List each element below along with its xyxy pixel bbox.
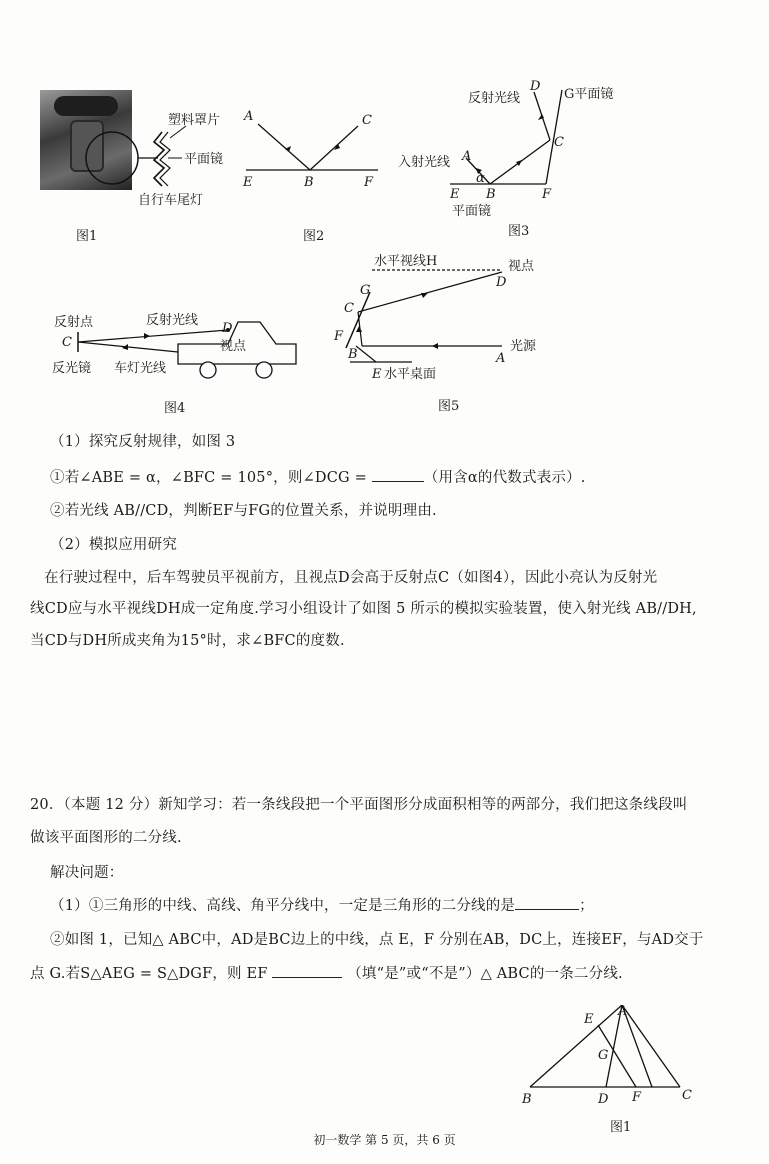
q20-point-G: G: [598, 1048, 609, 1063]
fig4-label-reflector: 反光镜: [52, 361, 92, 376]
q20-point-A: A: [618, 1005, 628, 1019]
zoom-circle: [86, 132, 138, 184]
q20-line5: ②如图 1，已知△ ABC中，AD是BC边上的中线，点 E，F 分别在AB，DC上，连接EF，与AD交于: [50, 932, 704, 948]
q20-line3: 解决问题：: [50, 865, 124, 881]
fig3-label-incident: 入射光线: [398, 155, 451, 170]
q19-part2-line1: 在行驶过程中，后车驾驶员平视前方，且视点D会高于反射点C（如图4），因此小亮认为反射光: [44, 570, 658, 586]
q20-line6: [30, 962, 623, 983]
figures-canvas: [0, 0, 769, 420]
q19-part2-title: （2）模拟应用研究: [50, 537, 178, 553]
caption-fig5: 图5: [438, 399, 460, 414]
reflector-zigzag: [154, 132, 164, 186]
fig5-label-light: 光源: [510, 339, 537, 354]
fig4-label-reflected: 反射光线: [146, 313, 199, 328]
q20-point-B: B: [522, 1092, 532, 1107]
fig3-label-mirror: 平面镜: [452, 204, 492, 219]
figure-q20: [510, 1005, 700, 1135]
fig5-label-viewpoint: 视点: [508, 259, 535, 274]
q19-part1-item2: ②若光线 AB//CD，判断EF与FG的位置关系，并说明理由.: [50, 503, 437, 519]
figure-2: [242, 109, 378, 244]
caption-fig4: 图4: [164, 401, 186, 416]
fig5-point-C: C: [344, 301, 354, 316]
q20-point-D: D: [598, 1092, 609, 1107]
q20-line4: [50, 894, 594, 915]
q20-item1-text: （1）①三角形的中线、高线、角平分线中，一定是三角形的二分线的是: [50, 898, 516, 914]
q20-item2-blank[interactable]: [272, 963, 342, 978]
fig4-point-C: C: [62, 335, 72, 350]
fig3-point-C: C: [554, 135, 564, 150]
caption-fig2: 图2: [303, 229, 325, 244]
fig5-label-horizontal: 水平视线H: [374, 254, 438, 269]
label-mirror: 平面镜: [184, 152, 224, 167]
fig2-point-A: A: [244, 109, 254, 124]
fig2-point-F: F: [364, 175, 374, 190]
fig4-point-D: D: [222, 321, 233, 336]
q19-item1-text: ①若∠ABE = α，∠BFC = 105°，则∠DCG =: [50, 470, 372, 486]
fig3-label-reflected: 反射光线: [468, 91, 521, 106]
label-tail-lamp: 自行车尾灯: [138, 193, 204, 208]
fig5-point-B: B: [348, 347, 358, 362]
caption-fig1: 图1: [76, 229, 98, 244]
fig3-alpha: α: [476, 171, 485, 186]
q20-item2-hint: （填“是”或“不是”）△ ABC的一条二分线.: [347, 966, 623, 982]
fig3-point-D: D: [530, 79, 541, 94]
fig5-label-table: 水平桌面: [384, 367, 437, 382]
fig3-point-E: E: [450, 187, 460, 202]
fig4-label-viewpoint: 视点: [220, 339, 247, 354]
reflector-zigzag-2: [160, 132, 170, 186]
fig2-point-E: E: [243, 175, 253, 190]
page-footer: 初一数学 第 5 页，共 6 页: [313, 1133, 456, 1147]
figure-1: [76, 112, 223, 244]
fig5-point-E: E: [372, 367, 382, 382]
q20-item1-end: ；: [579, 898, 594, 914]
fig4-label-reflect-point: 反射点: [54, 315, 94, 330]
q20-line1: 20．（本题 12 分）新知学习：若一条线段把一个平面图形分成面积相等的两部分，我们把这条线段叫: [30, 797, 688, 813]
q19-item1-blank[interactable]: [372, 467, 424, 482]
figure-5: [333, 253, 537, 414]
fig2-point-C: C: [362, 113, 372, 128]
q20-point-C: C: [682, 1088, 692, 1103]
q20-item1-blank[interactable]: [515, 895, 579, 910]
caption-q20-fig1: 图1: [610, 1120, 632, 1135]
label-cover: 塑料罩片: [168, 113, 221, 128]
fig3-point-A: A: [462, 149, 472, 164]
q20-point-E: E: [584, 1012, 594, 1027]
fig2-point-B: B: [304, 175, 314, 190]
fig3-point-B: B: [486, 187, 496, 202]
q19-part2-line3: 当CD与DH所成夹角为15°时，求∠BFC的度数.: [30, 633, 345, 649]
fig5-point-D: D: [496, 275, 507, 290]
q20-point-F: F: [632, 1090, 642, 1105]
fig4-label-headlight: 车灯光线: [114, 361, 167, 376]
q20-line2: 做该平面图形的二分线.: [30, 830, 182, 846]
caption-fig3: 图3: [508, 224, 530, 239]
q19-item1-hint: （用含α的代数式表示）.: [423, 470, 586, 486]
q19-part1-item1: [50, 466, 586, 487]
fig3-label-G-mirror: G平面镜: [564, 87, 614, 102]
fig3-point-F: F: [542, 187, 552, 202]
q20-item2-text: 点 G.若S△AEG = S△DGF，则 EF: [30, 966, 268, 982]
q19-part1-title: （1）探究反射规律，如图 3: [50, 434, 236, 450]
fig5-point-F: F: [334, 329, 344, 344]
q19-part2-line2: 线CD应与水平视线DH成一定角度.学习小组设计了如图 5 所示的模拟实验装置，使入射光线 AB//DH,: [30, 601, 697, 617]
fig5-point-G: G: [360, 283, 371, 298]
fig5-point-A: A: [496, 351, 506, 366]
figure-3: [398, 79, 613, 239]
figure-4: [52, 312, 296, 416]
